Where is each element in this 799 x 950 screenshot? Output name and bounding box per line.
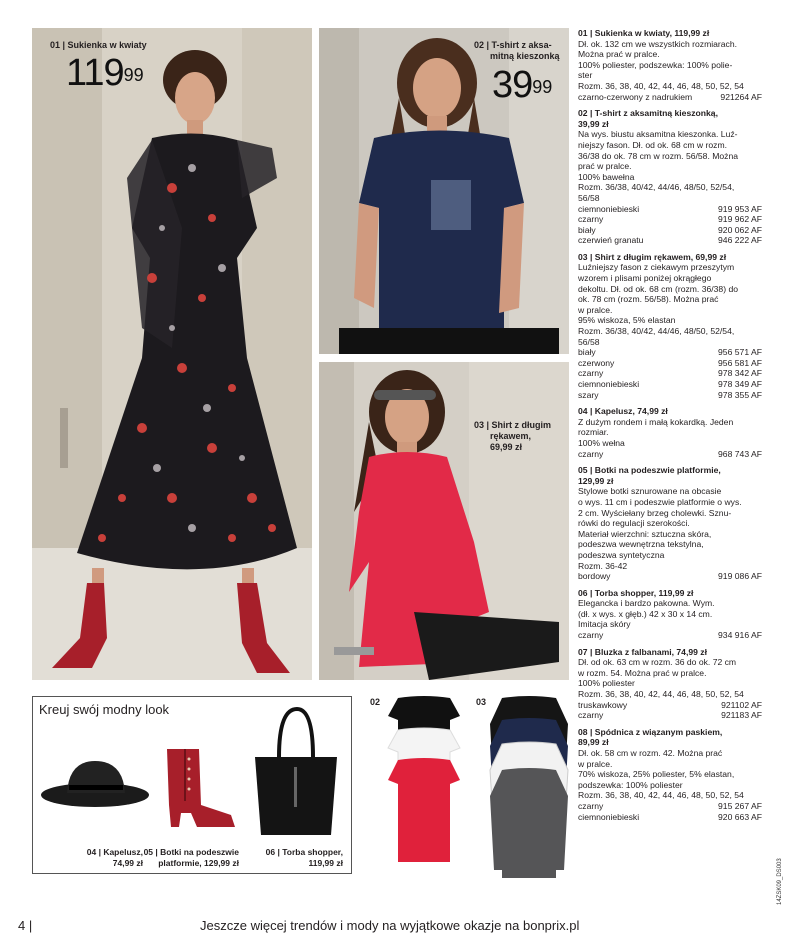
product-description-line: 56/58 [578,336,600,347]
hero-dress-photo [32,28,312,680]
product-code-row [578,390,762,401]
product-description-line: Rozm. 36-42 [578,560,628,571]
product-description-line: podszewka: 100% poliester [578,779,683,790]
product-description-line: Rozm. 36, 38, 40, 42, 44, 46, 48, 50, 52, 54 [578,790,744,801]
product-title: 89,99 zł [578,737,609,748]
product-color-name: czarny [578,800,604,811]
product-description-line: podeszwa wewnętrzna tekstylna, [578,539,704,550]
hero-label-num: 01 [50,40,61,50]
product-code-row [578,204,762,215]
product-description-line: 100% poliester [578,678,635,689]
product-order-code: 919 962 AF [718,214,762,225]
product-order-code: 919 086 AF [718,571,762,582]
product-description-line: 70% wiskoza, 25% poliester, 5% elastan, [578,769,735,780]
boots-label-line2: platformie, 129,99 zł [158,857,239,868]
product-description-line: w pralce. [578,758,613,769]
long-sleeve-colors-stack [484,694,574,880]
product-color-name: czarny [578,214,604,225]
product-description-line: niejszy fason. Dł. od ok. 68 cm w rozm. [578,139,728,150]
product-description-line: ok. 78 cm (rozm. 56/58). Można prać [578,294,719,305]
tshirt-label-line1: T-shirt z aksa- [491,40,552,50]
product-color-name: czarny [578,630,604,641]
product-description-line: Dł. od ok. 63 cm w rozm. 36 do ok. 72 cm [578,657,737,668]
product-block [578,465,762,582]
product-code-row [578,379,762,390]
mini-shirts-num: 03 [476,697,487,707]
page-number: 4 | [18,918,33,933]
product-order-code: 919 953 AF [718,203,762,214]
product-color-name: czerwień granatu [578,235,644,246]
product-block [578,108,762,246]
product-color-name: truskawkowy [578,699,628,710]
product-code-row [578,358,762,369]
product-description-line: Można prać w pralce. [578,49,660,60]
mini-tshirts-num: 02 [370,697,381,707]
product-order-code: 921264 AF [720,91,762,102]
product-color-name: ciemnoniebieski [578,379,640,389]
product-code-row [578,225,762,236]
product-block [578,727,762,822]
product-description-line: Dł. ok. 132 cm we wszystkich rozmiarach. [578,38,738,49]
boots-image [157,745,239,831]
product-title: 06 | Torba shopper, 119,99 zł [578,587,694,598]
product-block [578,647,762,721]
product-description-line: Rozm. 36, 38, 40, 42, 44, 46, 48, 50, 52, 54 [578,80,744,91]
product-code-row [578,630,762,641]
product-order-code: 946 222 AF [718,235,762,246]
product-code-row [578,214,762,225]
product-description-line: o wys. 11 cm i podeszwie platformie o wys. [578,496,742,507]
product-color-name: czarny [578,368,604,379]
boots-label [127,847,239,868]
product-description-line: rówki do regulacji szerokości. [578,518,690,529]
product-description-line: rozmiar. [578,427,609,438]
product-description-line: prać w pralce. [578,161,632,172]
product-color-name: czerwony [578,357,615,368]
tshirt-price-cents: 99 [532,77,553,97]
product-description-line: Luźniejszy fason z ciekawym przeszytym [578,262,735,273]
product-code-row [578,700,762,711]
product-order-code: 921102 AF [721,699,762,710]
product-color-name: ciemnoniebieski [578,811,640,822]
hero-price [66,54,144,92]
tshirt-price [492,66,552,104]
product-description-line: Rozm. 36/38, 40/42, 44/46, 48/50, 52/54, [578,182,735,193]
product-description-line: Dł. ok. 58 cm w rozm. 42. Można prać [578,748,723,758]
product-block [578,252,762,400]
product-description-line: Rozm. 36/38, 40/42, 44/46, 48/50, 52/54, [578,326,735,337]
product-block [578,28,762,102]
product-code-row [578,368,762,379]
long-sleeve-shirt-photo [319,362,569,680]
product-order-code: 921183 AF [721,710,762,721]
product-color-name: biały [578,224,596,235]
tshirt-price-main: 39 [492,64,533,106]
product-title: 04 | Kapelusz, 74,99 zł [578,406,668,417]
long-sleeve-label-line1: Shirt z długim [491,420,552,430]
product-description-line: Rozm. 36, 38, 40, 42, 44, 46, 48, 50, 52, 54 [578,689,744,700]
look-box [32,696,352,874]
product-description-line: 2 cm. Wyściełany brzeg cholewki. Sznu- [578,507,732,518]
product-order-code: 920 062 AF [718,224,762,235]
product-title: 02 | T-shirt z aksamitną kieszonką, [578,108,718,119]
product-description-line: 56/58 [578,192,600,203]
product-order-code: 978 355 AF [718,389,762,400]
product-title: 08 | Spódnica z wiązanym paskiem, [578,726,723,737]
product-title: 129,99 zł [578,475,614,486]
product-color-name: czarno-czerwony z nadrukiem [578,91,693,102]
product-title: 05 | Botki na podeszwie platformie, [578,465,721,476]
product-code-row [578,347,762,358]
product-title: 07 | Bluzka z falbanami, 74,99 zł [578,646,707,657]
hat-label-line1: 04 | Kapelusz, [86,847,143,857]
product-description-line: (dł. x wys. x głęb.) 42 x 30 x 14 cm. [578,608,713,619]
product-order-code: 934 916 AF [718,630,762,641]
product-description-line: Na wys. biustu aksamitna kieszonka. Luź- [578,129,738,140]
bag-label [247,847,343,868]
hat-image [39,753,151,813]
product-description-line: dekoltu. Dł. od ok. 68 cm (rozm. 36/38) do [578,283,739,294]
product-description-line: 100% wełna [578,437,625,448]
product-description-line: 95% wiskoza, 5% elastan [578,315,676,326]
product-description-line: 100% poliester, podszewka: 100% polie- [578,59,733,70]
product-title: 03 | Shirt z długim rękawem, 69,99 zł [578,251,727,262]
product-color-name: czarny [578,448,604,459]
product-order-code: 956 581 AF [718,357,762,368]
long-sleeve-label-line3: 69,99 zł [490,442,523,452]
hero-label: 01 | Sukienka w kwiaty [50,40,147,50]
product-block [578,406,762,459]
product-code-row [578,235,762,246]
product-color-name: biały [578,347,596,358]
product-code-row [578,449,762,460]
product-code-row [578,571,762,582]
tshirt-label-line2: mitną kieszonką [490,51,560,61]
product-code-row [578,812,762,823]
product-description-line: podeszwa syntetyczna [578,549,665,560]
product-description-line: Z dużym rondem i małą kokardką. Jeden [578,416,734,427]
footer-text: Jeszcze więcej trendów i mody na wyjątkowe okazje na bonprix.pl [200,918,580,933]
product-order-code: 915 267 AF [718,800,762,811]
product-description-line: wzorem i plisami poniżej okrągłego [578,273,712,284]
boots-label-line1: 05 | Botki na podeszwie [143,847,239,857]
product-description-line: Imitacja skóry [578,619,631,630]
hero-label-text: Sukienka w kwiaty [67,40,147,50]
tshirt-colors-stack [384,694,464,866]
product-description-line: w rozm. 54. Można prać w pralce. [578,667,707,678]
product-color-name: szary [578,389,599,400]
product-order-code: 920 663 AF [718,811,762,822]
product-description-line: 36/38 do ok. 78 cm w rozm. 56/58. Można [578,150,739,161]
product-description-line: 100% bawełna [578,171,635,182]
long-sleeve-label: 03 | Shirt z długim rękawem, 69,99 zł [474,420,552,452]
bag-label-line1: 06 | Torba shopper, [265,847,343,857]
long-sleeve-label-num: 03 [474,420,485,430]
bag-image [247,707,345,837]
product-order-code: 956 571 AF [718,347,762,358]
hero-price-main: 119 [66,52,124,94]
bag-label-line2: 119,99 zł [308,857,343,868]
product-order-code: 978 349 AF [718,379,762,389]
product-order-code: 968 743 AF [718,448,762,459]
product-code-row [578,92,762,103]
product-description-line: Stylowe botki sznurowane na obcasie [578,486,722,497]
hero-price-cents: 99 [123,65,144,85]
product-title: 39,99 zł [578,118,609,129]
product-color-name: ciemnoniebieski [578,203,640,214]
product-color-name: bordowy [578,571,611,582]
product-code-row [578,801,762,812]
product-description-line: w pralce. [578,304,613,315]
product-description-list [578,28,762,828]
product-order-code: 978 342 AF [718,368,762,379]
long-sleeve-label-line2: rękawem, [490,431,532,441]
look-title: Kreuj swój modny look [39,702,170,717]
product-code-row [578,710,762,721]
product-description-line: Elegancka i bardzo pakowna. Wym. [578,598,715,609]
tshirt-label: 02 | T-shirt z aksa- mitną kieszonką [474,40,560,61]
product-description-line: ster [578,70,593,81]
product-color-name: czarny [578,710,604,721]
product-title: 01 | Sukienka w kwiaty, 119,99 zł [578,28,710,38]
hat-label-line2: 74,99 zł [112,857,143,868]
product-block [578,588,762,641]
side-code: 14ZSK09_DS003 [777,858,783,905]
product-description-line: Materiał wierzchni: sztuczna skóra, [578,528,712,539]
tshirt-label-num: 02 [474,40,485,50]
